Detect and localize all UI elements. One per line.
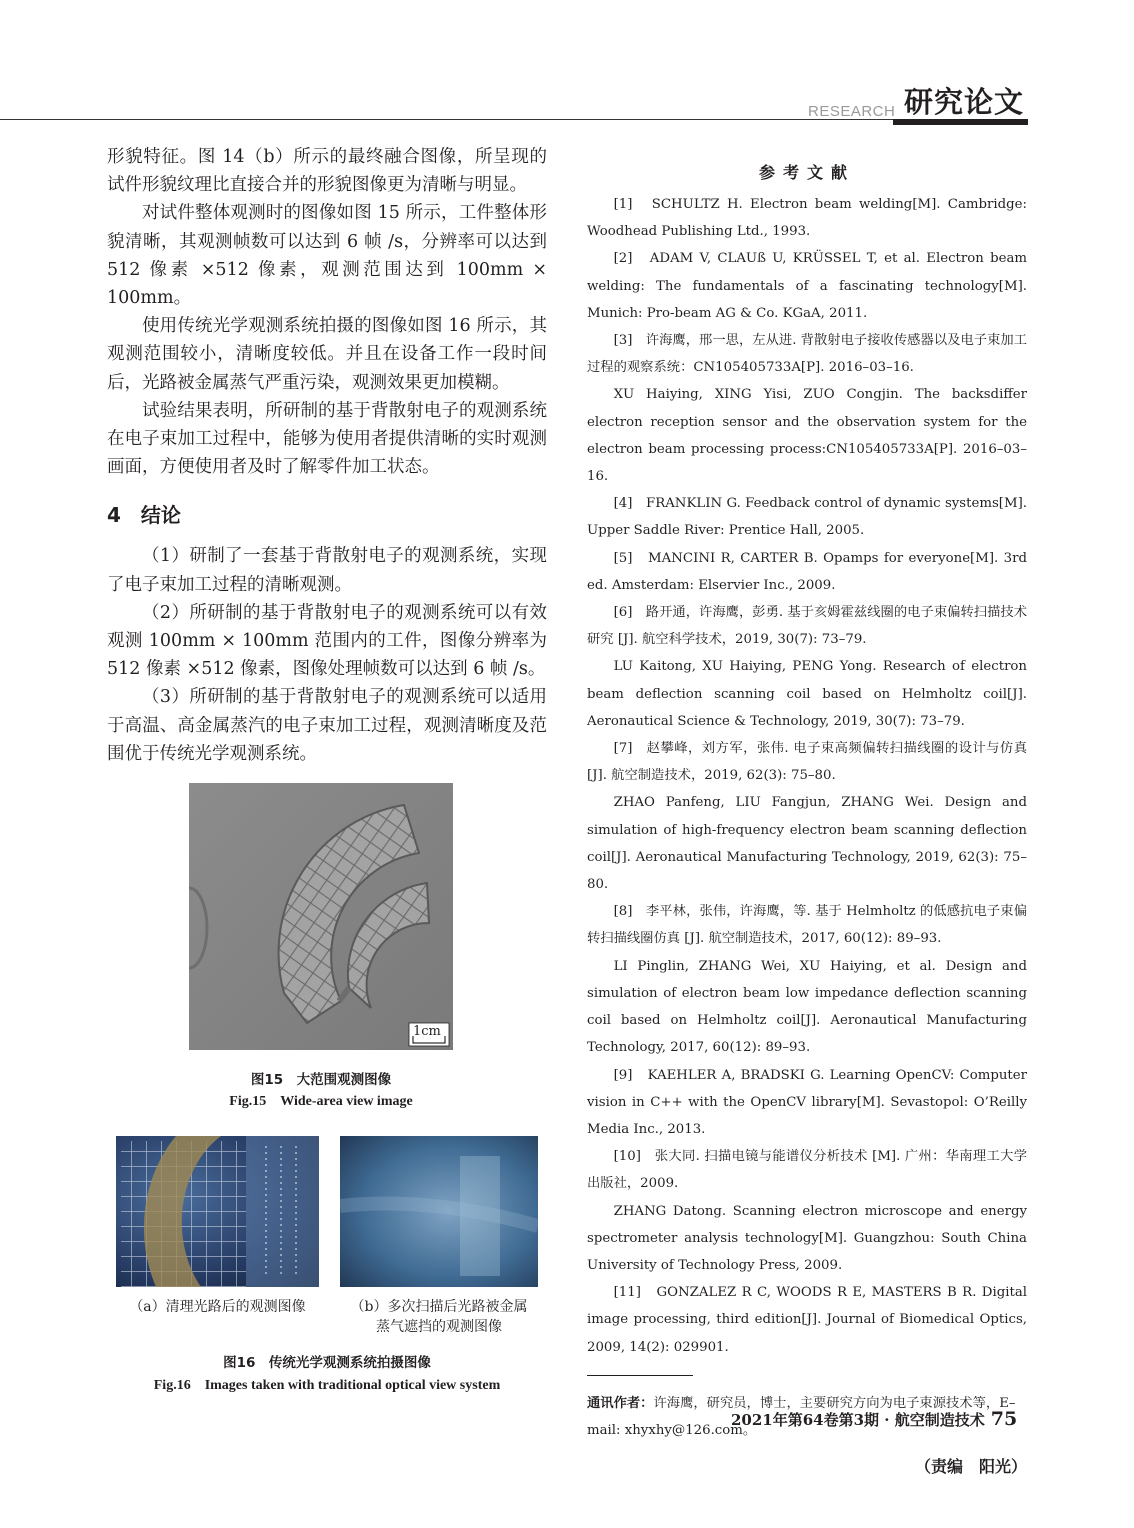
section-heading: 4 结论 [107, 503, 181, 528]
reference-item: LU Kaitong, XU Haiying, PENG Yong. Research of electron beam deflection scanning coil based on Helmholtz coil[J]. Aeronautical Science & Technology, 2019, 30(7): 73–79. [587, 659, 1027, 729]
reference-item: [1] SCHULTZ H. Electron beam welding[M]. Cambridge: Woodhead Publishing Ltd., 1993. [587, 197, 1027, 240]
figure-16-caption-cn: 图16 传统光学观测系统拍摄图像 [223, 1355, 431, 1371]
left-column [107, 143, 547, 768]
reference-item: [11] GONZALEZ R C, WOODS R E, MASTERS B R. Digital image processing, third edition[J]. Journal of Biomedical Optics, 2009, 14(2): 029901. [587, 1285, 1027, 1355]
reference-item: [2] ADAM V, CLAUß U, KRÜSSEL T, et al. Electron beam welding: The fundamentals of a fascinating technology[M]. Munich: Pro-beam AG & Co. KGaA, 2011. [587, 251, 1027, 321]
reference-item: [6] 路开通，许海鹰，彭勇. 基于亥姆霍兹线圈的电子束偏转扫描技术研究 [J]. 航空科学技术，2019, 30(7): 73–79. [587, 605, 1027, 648]
body-paragraph: 对试件整体观测时的图像如图 15 所示，工件整体形貌清晰，其观测帧数可以达到 6 帧 /s，分辨率可以达到 512 像素 ×512 像素，观测范围达到 100mm × 100mm。 [107, 203, 547, 309]
scale-bar-label: 1cm [413, 1024, 441, 1039]
reference-item: [10] 张大同. 扫描电镜与能谱仪分析技术 [M]. 广州：华南理工大学出版社，2009. [587, 1149, 1027, 1192]
reference-item: [4] FRANKLIN G. Feedback control of dynamic systems[M]. Upper Saddle River: Prentice Hall, 2005. [587, 496, 1027, 539]
figure-15-caption-en: Fig.15 Wide-area view image [229, 1094, 413, 1109]
editor-note: （责编 阳光） [914, 1457, 1027, 1477]
reference-item: [7] 赵攀峰，刘方军，张伟. 电子束高频偏转扫描线圈的设计与仿真 [J]. 航空制造技术，2019, 62(3): 75–80. [587, 741, 1027, 784]
journal-issue: 2021年第64卷第3期 · 航空制造技术 [731, 1411, 985, 1429]
correspondence-text: 许海鹰，研究员，博士，主要研究方向为电子束源技术等，E–mail: xhyxhy@126.com。 [587, 1395, 1016, 1438]
body-paragraph: 使用传统光学观测系统拍摄的图像如图 16 所示，其观测范围较小，清晰度较低。并且在设备工作一段时间后，光路被金属蒸气严重污染，观测效果更加模糊。 [107, 316, 547, 393]
conclusion-item: （2）所研制的基于背散射电子的观测系统可以有效观测 100mm × 100mm 范围内的工件，图像分辨率为 512 像素 ×512 像素，图像处理帧数可以达到 6 帧 /s。 [107, 602, 547, 680]
figure-15-image [189, 783, 453, 1050]
body-paragraph: 形貌特征。图 14（b）所示的最终融合图像，所呈现的试件形貌纹理比直接合并的形貌图像更为清晰与明显。 [107, 147, 547, 196]
reference-item: [8] 李平林，张伟，许海鹰，等. 基于 Helmholtz 的低感抗电子束偏转扫描线圈仿真 [J]. 航空制造技术，2017, 60(12): 89–93. [587, 904, 1027, 947]
reference-item: ZHAO Panfeng, LIU Fangjun, ZHANG Wei. Design and simulation of high-frequency electron beam scanning deflection coil[J]. Aeronautical Manufacturing Technology, 2019, 62(3): 75–80. [587, 795, 1027, 893]
references-heading: 参考文献 [758, 163, 855, 182]
reference-item: [3] 许海鹰，邢一思，左从进. 背散射电子接收传感器以及电子束加工过程的观察系统：CN105405733A[P]. 2016–03–16. [587, 333, 1027, 376]
figure-16b-image [340, 1136, 538, 1287]
reference-item: ZHANG Datong. Scanning electron microscope and energy spectrometer analysis technology[M]. Guangzhou: South China University of Technology Press, 2009. [587, 1203, 1027, 1273]
section-label-en: RESEARCH [808, 103, 896, 120]
reference-item: [9] KAEHLER A, BRADSKI G. Learning OpenCV: Computer vision in C++ with the OpenCV library[M]. Sevastopol: O’Reilly Media Inc., 2013. [587, 1067, 1027, 1137]
figure-16a-image [116, 1136, 319, 1287]
correspondence-label: 通讯作者： [587, 1395, 654, 1411]
reference-item: [5] MANCINI R, CARTER B. Opamps for everyone[M]. 3rd ed. Amsterdam: Elservier Inc., 2009. [587, 550, 1027, 593]
page-footer [731, 1408, 1017, 1430]
figure-16b-subcaption-line: 蒸气遮挡的观测图像 [376, 1319, 502, 1335]
conclusion-item: （3）所研制的基于背散射电子的观测系统可以适用于高温、高金属蒸汽的电子束加工过程，观测清晰度及范围优于传统光学观测系统。 [107, 687, 547, 764]
right-column [587, 160, 1027, 1477]
section-label-cn: 研究论文 [904, 85, 1025, 119]
figure-16b-subcaption [330, 1297, 548, 1337]
reference-item: LI Pinglin, ZHANG Wei, XU Haiying, et al. Design and simulation of electron beam low impedance deflection scanning coil based on Helmholtz coil[J]. Aeronautical Manufacturing Technology, 2017, 60(12): 89–93. [587, 958, 1027, 1056]
conclusion-item: （1）研制了一套基于背散射电子的观测系统，实现了电子束加工过程的清晰观测。 [107, 546, 547, 595]
figure-16b-subcaption-line: （b）多次扫描后光路被金属 [350, 1299, 528, 1315]
reference-item: XU Haiying, XING Yisi, ZUO Congjin. The backsdiffer electron reception sensor and the observation system for the electron beam processing process:CN105405733A[P]. 2016–03–16. [587, 387, 1027, 485]
body-paragraph: 试验结果表明，所研制的基于背散射电子的观测系统在电子束加工过程中，能够为使用者提供清晰的实时观测画面，方便使用者及时了解零件加工状态。 [107, 400, 547, 478]
figure-15-caption-cn: 图15 大范围观测图像 [250, 1072, 392, 1088]
footnote-divider [587, 1375, 693, 1376]
figure-16a-subcaption: （a）清理光路后的观测图像 [129, 1299, 306, 1315]
page-number: 75 [990, 1408, 1018, 1430]
figure-16-caption-en: Fig.16 Images taken with traditional optical view system [153, 1378, 501, 1393]
